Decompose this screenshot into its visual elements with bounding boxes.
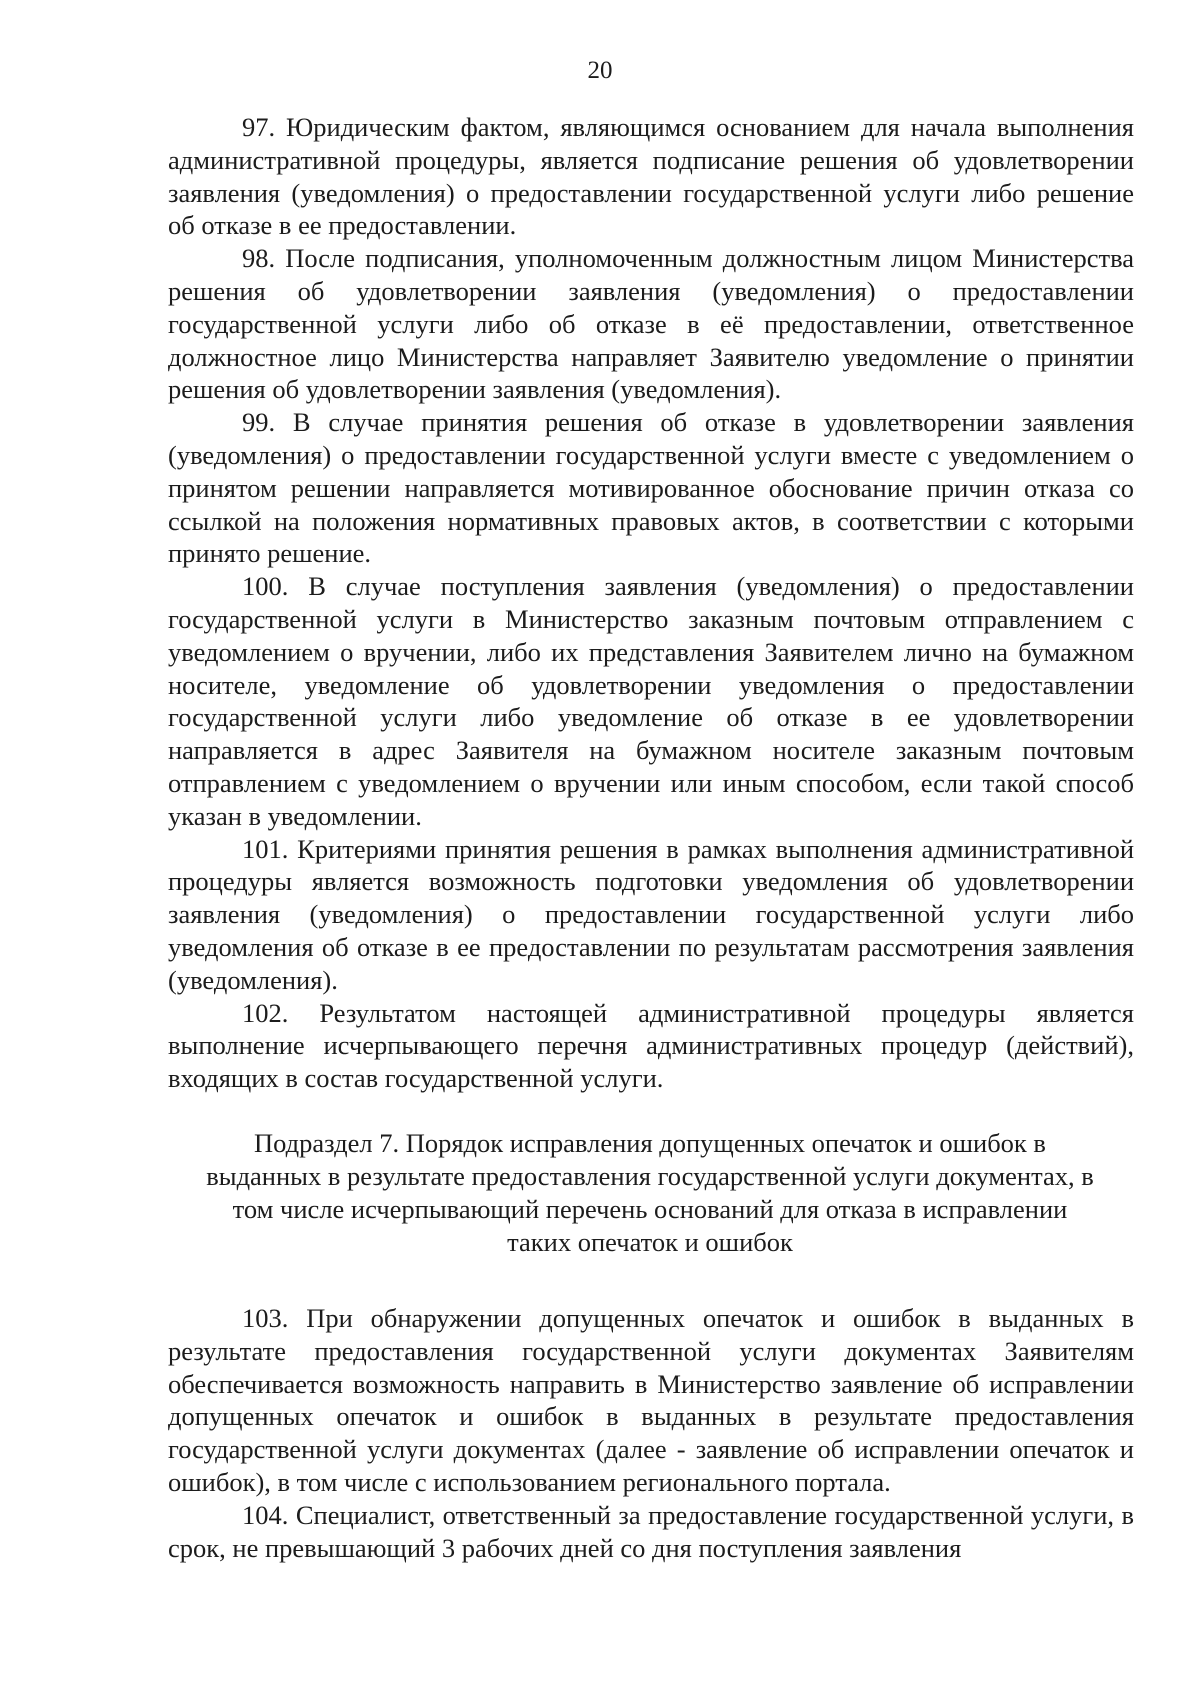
subsection-heading-line: том числе исчерпывающий перечень оснований для отказа в исправлении	[232, 1194, 1068, 1224]
paragraph-100: 100. В случае поступления заявления (уведомления) о предоставлении государственной услуги в Министерство заказным почтовым отправлением с уведомлением о вручении, либо их представления Заявителем лично на бумажном носителе, уведомление об удовлетворении уведомления о предоставлении государственной услуги либо уведомление об отказе в ее удовлетворении направляется в адрес Заявителя на бумажном носителе заказным почтовым отправлением с уведомлением о вручении или иным способом, если такой способ указан в уведомлении.	[168, 571, 1134, 831]
paragraph-102: 102. Результатом настоящей административной процедуры является выполнение исчерпывающего перечня административных процедур (действий), входящих в состав государственной услуги.	[168, 997, 1134, 1094]
subsection-heading-line: таких опечаток и ошибок	[507, 1227, 793, 1257]
subsection-heading	[160, 1127, 1140, 1259]
subsection-heading-line: Подраздел 7. Порядок исправления допущенных опечаток и ошибок в	[254, 1128, 1046, 1158]
body-text-bottom	[168, 1302, 1134, 1564]
body-text-top	[168, 111, 1134, 1095]
paragraph-104: 104. Специалист, ответственный за предоставление государственной услуги, в срок, не превышающий 3 рабочих дней со дня поступления заявления	[168, 1499, 1134, 1563]
subsection-heading-line: выданных в результате предоставления государственной услуги документах, в	[206, 1161, 1094, 1191]
paragraph-101: 101. Критериями принятия решения в рамках выполнения административной процедуры является возможность подготовки уведомления об удовлетворении заявления (уведомления) о предоставлении государственной услуги либо уведомления об отказе в ее предоставлении по результатам рассмотрения заявления (уведомления).	[168, 833, 1134, 995]
paragraph-97: 97. Юридическим фактом, являющимся основанием для начала выполнения административной процедуры, является подписание решения об удовлетворении заявления (уведомления) о предоставлении государственной услуги либо решение об отказе в ее предоставлении.	[168, 112, 1134, 241]
page-number: 20	[587, 57, 613, 84]
paragraph-103: 103. При обнаружении допущенных опечаток и ошибок в выданных в результате предоставления государственной услуги документах Заявителям обеспечивается возможность направить в Министерство заявление об исправлении допущенных опечаток и ошибок в выданных в результате предоставления государственной услуги документах (далее - заявление об исправлении опечаток и ошибок), в том числе с использованием регионального портала.	[168, 1303, 1134, 1497]
paragraph-99: 99. В случае принятия решения об отказе в удовлетворении заявления (уведомления) о предоставлении государственной услуги вместе с уведомлением о принятом решении направляется мотивированное обоснование причин отказа со ссылкой на положения нормативных правовых актов, в соответствии с которыми принято решение.	[168, 407, 1134, 569]
paragraph-98: 98. После подписания, уполномоченным должностным лицом Министерства решения об удовлетворении заявления (уведомления) о предоставлении государственной услуги либо об отказе в её предоставлении, ответственное должностное лицо Министерства направляет Заявителю уведомление о принятии решения об удовлетворении заявления (уведомления).	[168, 243, 1134, 405]
